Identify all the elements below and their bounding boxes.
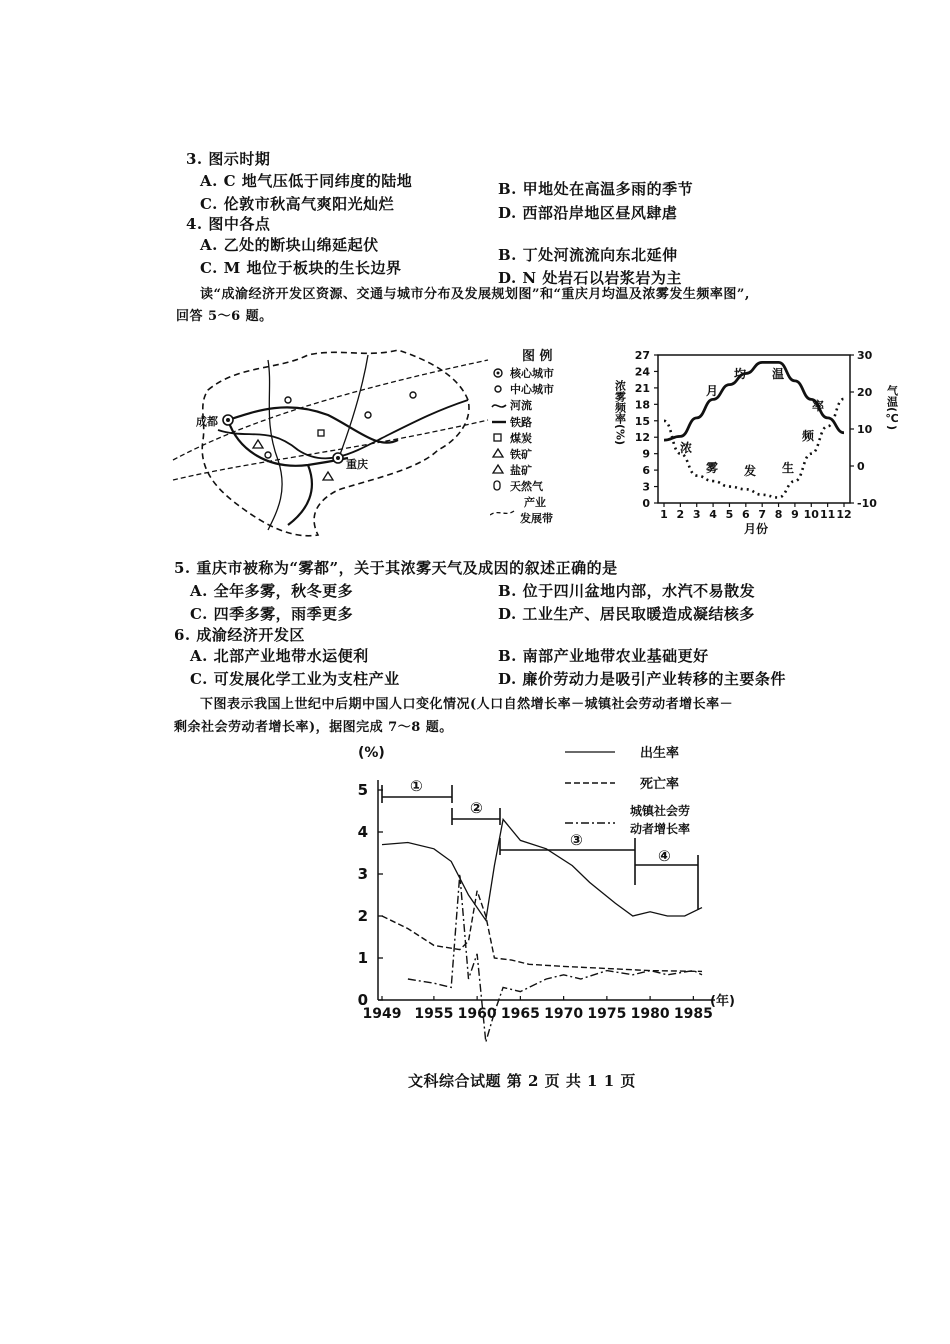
intro-7-8-line2: 剩余社会劳动者增长率)，据图完成 7～8 题。: [174, 720, 453, 735]
legend-labor-line2: 动者增长率: [630, 822, 691, 836]
legend-salt-icon: [493, 465, 503, 473]
q5-option-b: B. 位于四川盆地内部，水汽不易散发: [498, 582, 756, 600]
pop-x-tick-label: 1980: [630, 1006, 670, 1022]
x-tick-label: 2: [676, 508, 685, 521]
legend-gas-icon: [494, 481, 500, 490]
river-1: [218, 400, 468, 458]
left-tick-label: 6: [642, 464, 650, 478]
q5-stem: 5. 重庆市被称为“雾都”，关于其浓雾天气及成因的叙述正确的是: [174, 559, 618, 577]
temp-label-2: 均: [734, 367, 747, 381]
left-tick-label: 12: [634, 431, 650, 445]
intro-5-6-line2: 回答 5～6 题。: [176, 309, 273, 324]
fog-label-1: 浓: [680, 441, 693, 455]
right-tick-label: 30: [857, 349, 873, 362]
legend-core-city-icon: [494, 369, 502, 377]
pop-x-tick-label: 1960: [457, 1006, 497, 1022]
chengyu-map: [168, 340, 498, 545]
pop-x-tick-label: 1965: [500, 1006, 540, 1022]
q3-option-d: D. 西部沿岸地区昼风肆虐: [498, 204, 678, 222]
legend-salt: 盐矿: [510, 464, 532, 477]
left-tick-label: 3: [642, 480, 650, 494]
left-axis-label: 浓雾频率(%): [613, 380, 627, 446]
temp-label-3: 温: [772, 367, 785, 381]
stage-bracket-3: [500, 838, 635, 885]
salt-ore-symbol: [323, 472, 333, 480]
development-belt-south: [173, 420, 488, 480]
fog-label-6: 率: [812, 399, 825, 413]
legend-center-city: 中心城市: [510, 383, 554, 396]
x-tick-label: 10: [803, 508, 819, 521]
map-legend: [490, 345, 605, 530]
legend-railway: 铁路: [510, 416, 532, 429]
river-3: [338, 355, 368, 460]
q5-option-c: C. 四季多雾，雨季更多: [190, 605, 354, 623]
q3-stem: 3. 图示时期: [186, 150, 271, 168]
q6-stem: 6. 成渝经济开发区: [174, 626, 305, 644]
q6-option-d: D. 廉价劳动力是吸引产业转移的主要条件: [498, 670, 786, 688]
temp-label-1: 月: [706, 384, 719, 398]
intro-7-8-line1: 下图表示我国上世纪中后期中国人口变化情况(人口自然增长率－城镇社会劳动者增长率－: [200, 697, 734, 712]
pop-x-tick-label: 1949: [362, 1006, 402, 1022]
legend-iron-icon: [493, 449, 503, 457]
x-tick-label: 5: [725, 508, 734, 521]
q5-option-d: D. 工业生产、居民取暖造成凝结核多: [498, 605, 755, 623]
left-tick-label: 15: [634, 414, 650, 428]
x-tick-label: 6: [741, 508, 750, 521]
x-tick-label: 11: [819, 508, 836, 521]
stage-label-3: ③: [570, 831, 583, 849]
pop-y-tick-label: 4: [357, 823, 368, 841]
chongqing-climate-chart: [606, 340, 906, 540]
pop-x-tick-label: 1955: [414, 1006, 454, 1022]
x-tick-label: 1: [660, 508, 668, 521]
pop-y-label: (%): [358, 745, 385, 761]
center-city: [410, 392, 416, 398]
x-tick-label: 3: [692, 508, 701, 521]
legend-coal-icon: [494, 434, 501, 441]
x-tick-label: 9: [791, 508, 799, 521]
q5-option-a: A. 全年多雾，秋冬更多: [190, 582, 354, 600]
railway-3: [288, 465, 312, 525]
x-tick-label: 7: [758, 508, 767, 521]
right-axis-label: 气温(℃): [885, 385, 899, 431]
climate-x-label: 月份: [744, 522, 769, 536]
page-footer: 文科综合试题 第 2 页 共 1 1 页: [408, 1072, 636, 1090]
fog-label-5: 频: [802, 429, 815, 443]
stage-label-2: ②: [470, 799, 483, 817]
population-change-chart: [340, 735, 770, 1045]
fog-label-3: 发: [744, 464, 757, 478]
core-city-chengdu: [223, 415, 233, 425]
coal-symbol: [318, 430, 324, 436]
legend-labor: [630, 803, 690, 836]
pop-x-tick-label: 1975: [587, 1006, 627, 1022]
legend-title: 图 例: [522, 349, 553, 364]
pop-x-tick-label: 1970: [544, 1006, 584, 1022]
legend-center-city-icon: [495, 386, 501, 392]
legend-labor-line1: 城镇社会劳: [630, 804, 691, 818]
pop-x-label: (年): [710, 994, 735, 1009]
q3-option-b: B. 甲地处在高温多雨的季节: [498, 180, 694, 198]
right-tick-label: 20: [857, 386, 873, 399]
center-city: [285, 397, 291, 403]
q4-option-b: B. 丁处河流流向东北延伸: [498, 246, 678, 264]
iron-ore-symbol: [253, 440, 263, 448]
center-city: [265, 452, 271, 458]
legend-gas: 天然气: [510, 480, 543, 493]
q4-stem: 4. 图中各点: [186, 215, 271, 233]
pop-y-tick-label: 2: [357, 907, 368, 925]
pop-y-tick-label: 1: [357, 949, 368, 967]
fog-label-4: 生: [782, 461, 795, 475]
right-tick-label: 0: [857, 460, 865, 473]
q4-option-d: D. N 处岩石以岩浆岩为主: [498, 269, 682, 287]
legend-core-city: 核心城市: [510, 367, 554, 380]
railway-1: [228, 407, 398, 442]
legend-belt: 发展带: [520, 512, 553, 525]
q3-option-c: C. 伦敦市秋高气爽阳光灿烂: [200, 195, 395, 213]
pop-y-tick-label: 5: [357, 781, 368, 799]
legend-death: 死亡率: [640, 777, 680, 792]
pop-y-tick-label: 0: [357, 991, 368, 1009]
core-city-chongqing: [333, 453, 343, 463]
left-tick-label: 18: [634, 398, 650, 412]
pop-y-tick-label: 3: [357, 865, 368, 883]
x-tick-label: 12: [836, 508, 852, 521]
legend-birth: 出生率: [640, 746, 680, 761]
legend-coal: 煤炭: [510, 432, 532, 445]
q6-option-b: B. 南部产业地带农业基础更好: [498, 647, 709, 665]
q4-option-a: A. 乙处的断块山绵延起伏: [200, 236, 379, 254]
pop-x-tick-label: 1985: [673, 1006, 713, 1022]
city-label-chengdu: 成都: [196, 415, 218, 428]
right-tick-label: -10: [857, 497, 877, 510]
river-2: [268, 360, 282, 530]
legend-river: 河流: [510, 399, 532, 412]
stage-label-1: ①: [410, 777, 423, 795]
left-tick-label: 27: [634, 349, 650, 362]
x-tick-label: 8: [774, 508, 783, 521]
q6-option-a: A. 北部产业地带水运便利: [190, 647, 369, 665]
center-city: [365, 412, 371, 418]
left-tick-label: 0: [642, 497, 650, 510]
q4-option-c: C. M 地位于板块的生长边界: [200, 259, 402, 277]
legend-industry: 产业: [524, 496, 546, 509]
city-label-chongqing: 重庆: [346, 458, 368, 471]
fog-label-2: 雾: [706, 461, 719, 475]
legend-iron: 铁矿: [510, 448, 532, 461]
legend-belt-icon: [490, 511, 514, 515]
series-line-death-rate: [382, 891, 702, 972]
intro-5-6-line1: 读“成渝经济开发区资源、交通与城市分布及发展规划图”和“重庆月均温及浓雾发生频率图”,: [200, 287, 750, 302]
legend-river-icon: [492, 405, 506, 407]
x-tick-label: 4: [709, 508, 717, 521]
q3-option-a: A. C 地气压低于同纬度的陆地: [200, 172, 413, 190]
left-tick-label: 9: [642, 447, 650, 461]
left-tick-label: 24: [634, 365, 650, 379]
left-tick-label: 21: [634, 381, 650, 395]
q6-option-c: C. 可发展化学工业为支柱产业: [190, 670, 400, 688]
right-tick-label: 10: [857, 423, 873, 436]
stage-label-4: ④: [658, 847, 671, 865]
